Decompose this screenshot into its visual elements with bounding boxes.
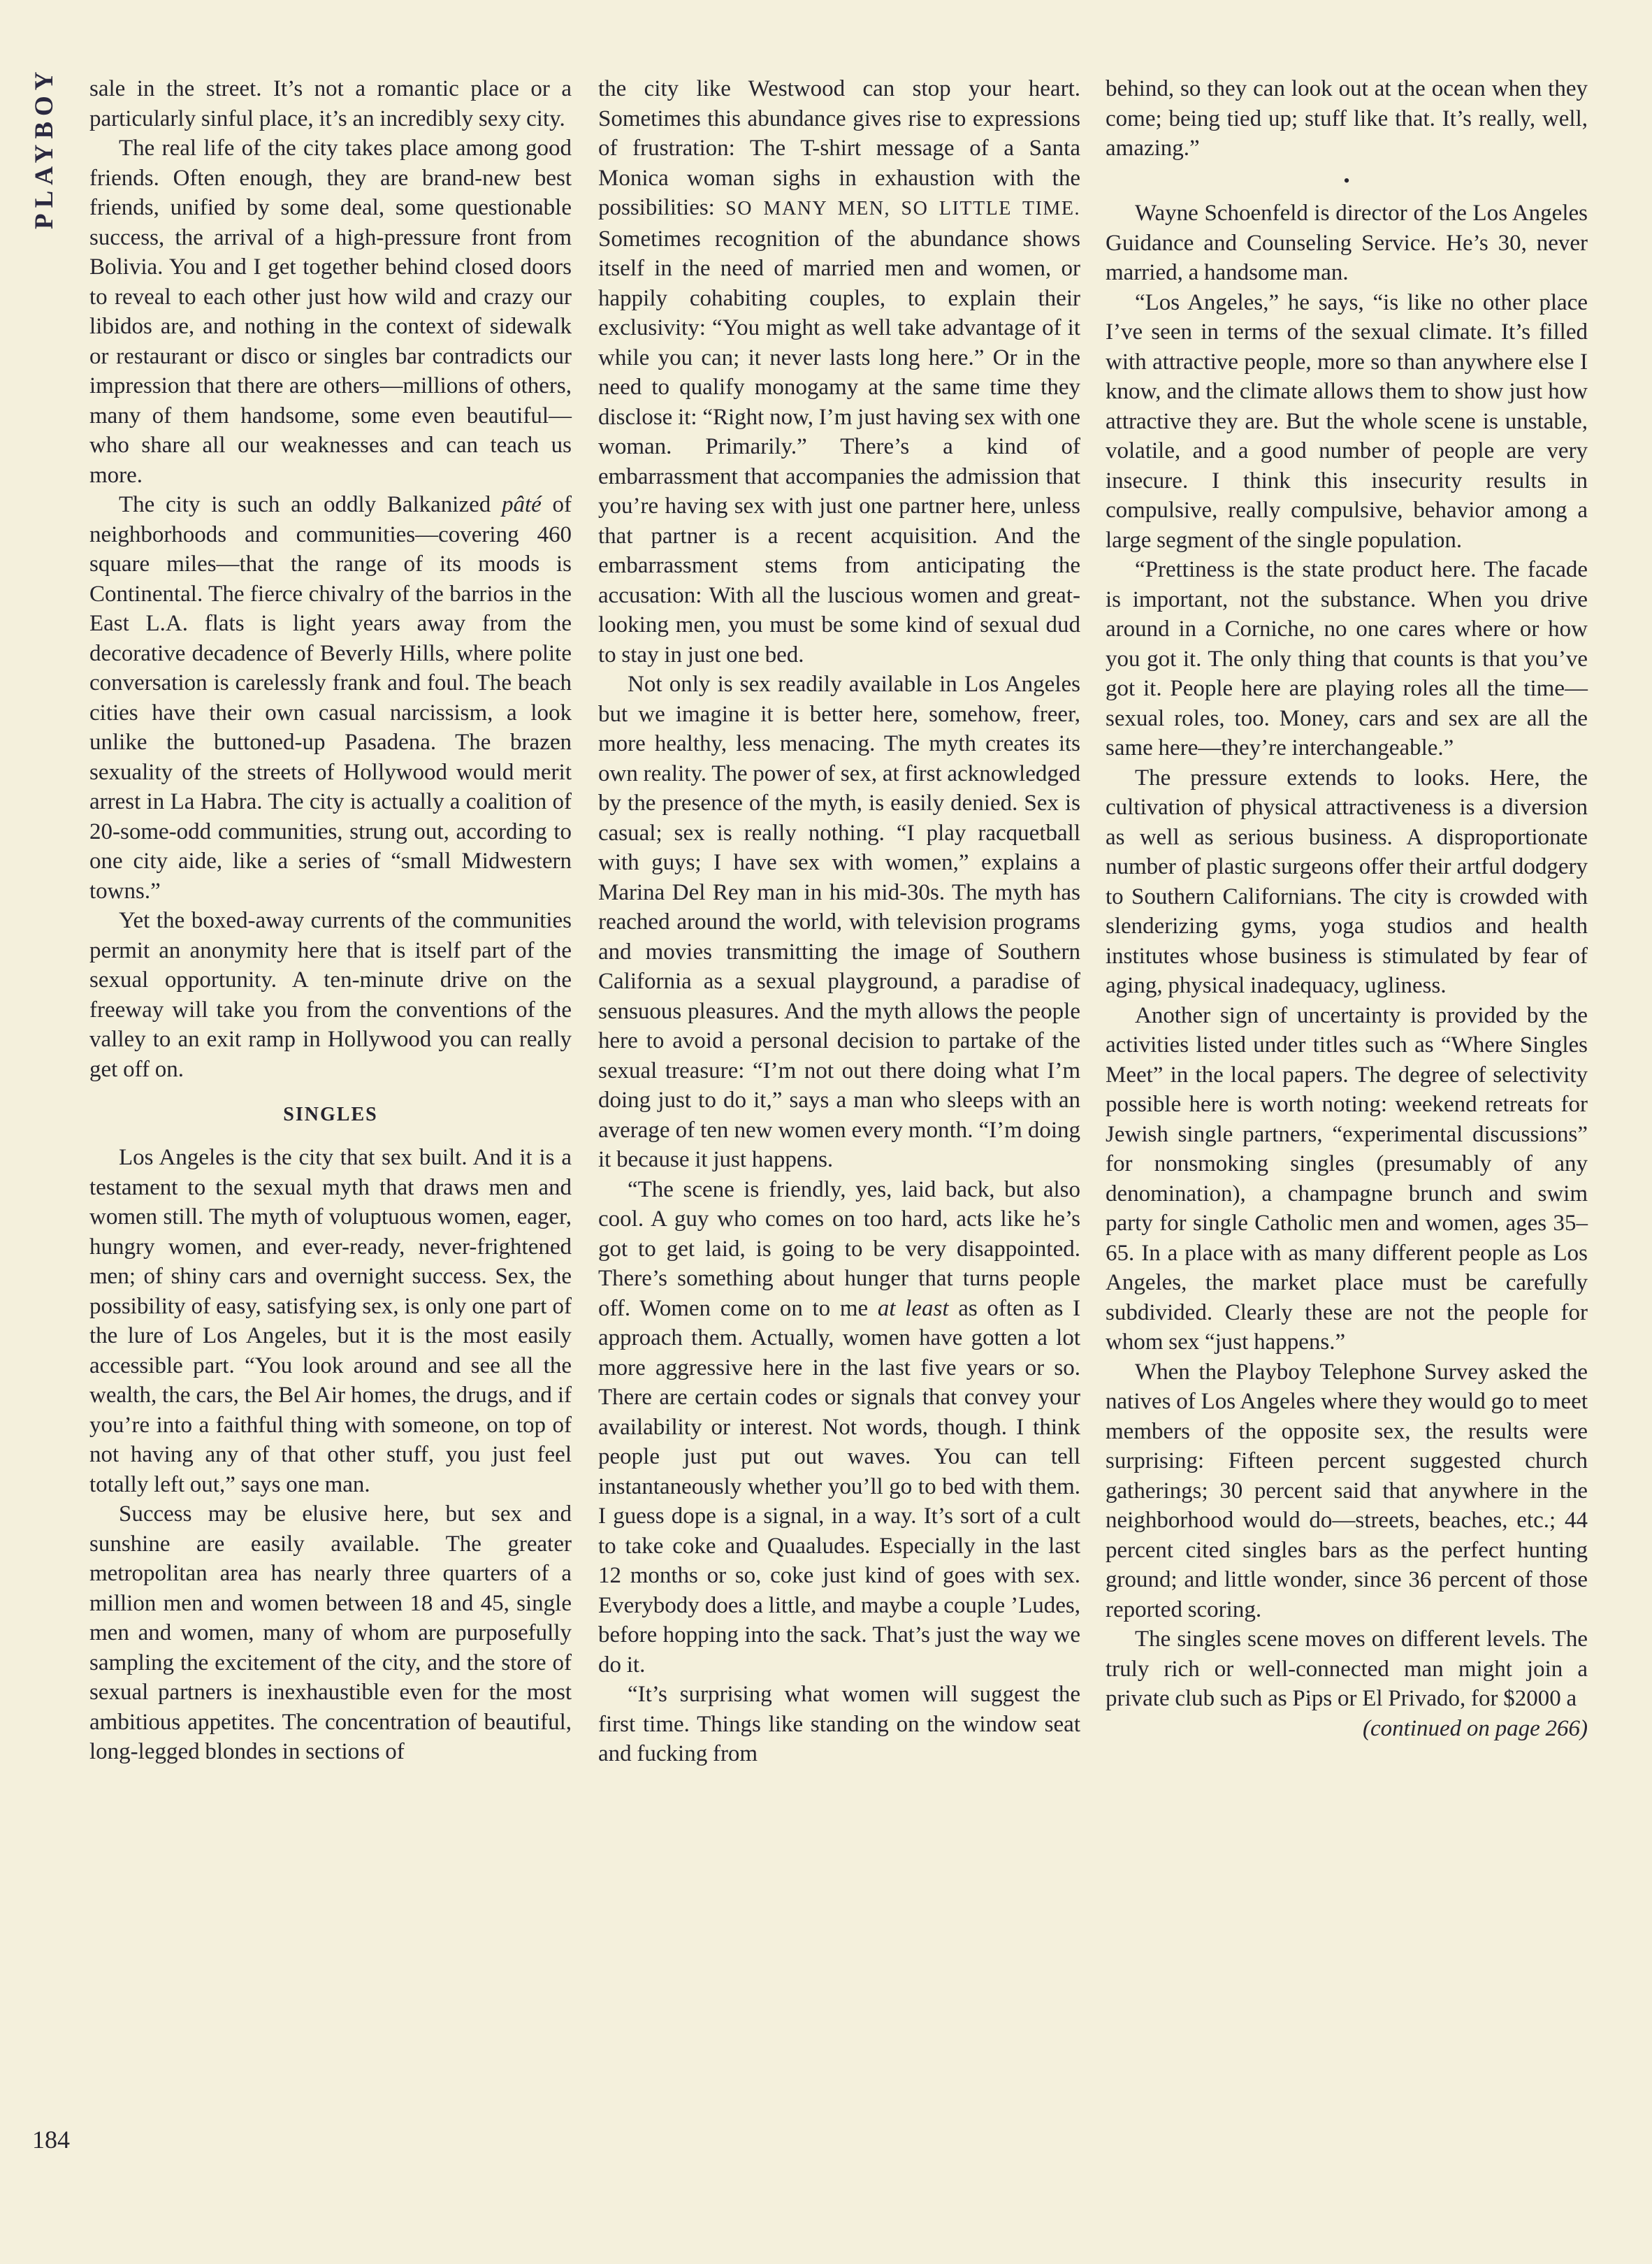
text-segment: of neighborhoods and communities—covering 460 square miles—that the range of its moods is Continental. The fierce chivalry of the barrios in the East L.A. flats is light years away from the decorative decadence of Beverly Hills, where polite conversation is carelessly frank and foul. The beach cities have their own casual narcissism, a look unlike the buttoned-up Pasadena. The brazen sexuality of the streets of Hollywood would merit arrest in La Habra. The city is actually a coalition of 20-some-odd communities, strung out, according to one city aide, like a series of “small Midwestern towns.” (89, 492, 572, 904)
playboy-vertical-masthead: PLAYBOY (30, 66, 59, 229)
paragraph (89, 1143, 572, 1499)
text-column-1 (89, 74, 572, 1767)
text-segment: SO MANY MEN, SO LITTLE TIME. (725, 198, 1080, 219)
text-segment: When the Playboy Telephone Survey asked the natives of Los Angeles where they would go to meet members of the opposite sex, the results were surprising: Fifteen percent suggested church gatherings; 30 percent said that anywhere in the neighborhood would do—streets, beaches, etc.; 44 percent cited singles bars as the perfect hunting ground; and little wonder, since 36 percent of those reported scoring. (1106, 1359, 1588, 1622)
text-segment: the city like Westwood can stop your heart. Sometimes this abundance gives rise to expressions of frustration: The T-shirt message of a Santa Monica woman sighs in exhaustion with the possibilities: (598, 76, 1080, 220)
paragraph (1106, 1624, 1588, 1714)
text-segment: behind, so they can look out at the ocean when they come; being tied up; stuff like that. It’s really, well, amazing.” (1106, 76, 1588, 161)
paragraph (1106, 555, 1588, 763)
text-segment: The pressure extends to looks. Here, the cultivation of physical attractiveness is a diversion as well as serious business. A disproportionate number of plastic surgeons offer their artful dodgery to Southern Californians. The city is crowded with slenderizing gyms, yoga studios and health institutes whose business is stimulated by fear of aging, physical inadequacy, ugliness. (1106, 765, 1588, 998)
text-segment: Another sign of uncertainty is provided by the activities listed under titles such as “Where Singles Meet” in the local papers. The degree of selectivity possible here is worth noting: weekend retreats for Jewish single partners, “experimental discussions” for nonsmoking singles (presumably of any denomination), a champagne brunch and swim party for single Catholic men and women, ages 35–65. In a place with as many different people as Los Angeles, the market place must be carefully subdivided. Clearly these are not the people for whom sex “just happens.” (1106, 1002, 1588, 1355)
text-segment: at least (877, 1295, 949, 1321)
text-segment: The singles scene moves on different levels. The truly rich or well-connected man might join a private club such as Pips or El Privado, for $2000 a (1106, 1627, 1588, 1711)
paragraph (1106, 74, 1588, 164)
text-column-2 (598, 74, 1080, 1769)
section-heading (89, 1104, 572, 1126)
paragraph (598, 1175, 1080, 1680)
paragraph (598, 1680, 1080, 1769)
paragraph (89, 1499, 572, 1767)
text-segment: The city is such an oddly Balkanized (119, 492, 502, 517)
paragraph (1106, 288, 1588, 556)
paragraph (1106, 1001, 1588, 1357)
text-segment: • (1343, 170, 1350, 191)
text-segment: Yet the boxed-away currents of the communities permit an anonymity here that is itself part of the sexual opportunity. A ten-minute drive on the freeway will take you from the conventions of the valley to an exit ramp in Hollywood you can really get off on. (89, 908, 572, 1082)
text-column-3 (1106, 74, 1588, 1743)
paragraph (598, 74, 1080, 670)
text-segment: Wayne Schoenfeld is director of the Los Angeles Guidance and Counseling Service. He’s 30, never married, a handsome man. (1106, 201, 1588, 285)
bullet-separator-icon (1106, 166, 1588, 196)
page-number: 184 (32, 2126, 70, 2154)
paragraph (89, 906, 572, 1084)
text-segment: “Prettiness is the state product here. The facade is important, not the substance. When you drive around in a Corniche, no one cares where or how you got it. The only thing that counts is that you’ve got it. People here are playing roles all the time—sexual roles, too. Money, cars and sex are all the same here—they’re interchangeable.” (1106, 557, 1588, 760)
paragraph (1106, 1357, 1588, 1625)
paragraph (89, 490, 572, 906)
text-segment: “Los Angeles,” he says, “is like no other place I’ve seen in terms of the sexual climate. It’s filled with attractive people, more so than anywhere else I know, and the climate allows them to show just how attractive they are. But the whole scene is unstable, volatile, and a good number of people are very insecure. I think this insecurity results in compulsive, really compulsive, behavior among a large segment of the single population. (1106, 289, 1588, 553)
text-segment: as often as I approach them. Actually, women have gotten a lot more aggressive here in the last five years or so. There are certain codes or signals that convey your availability or interest. Not words, though. I think people just put out waves. You can tell instantaneously whether you’ll go to bed with them. I guess dope is a signal, in a way. It’s sort of a cult to take coke and Quaaludes. Especially in the last 12 months or so, coke just kind of goes with sex. Everybody does a little, and maybe a couple ’Ludes, before hopping into the sack. That’s just the way we do it. (598, 1295, 1080, 1678)
paragraph (89, 74, 572, 134)
text-segment: “The scene is friendly, yes, laid back, but also cool. A guy who comes on too hard, acts like he’s got to get laid, is going to be very disappointed. There’s something about hunger that turns people off. Women come on to me (598, 1176, 1080, 1321)
paragraph (1106, 763, 1588, 1001)
paragraph (598, 670, 1080, 1175)
text-segment: (continued on page 266) (1362, 1715, 1588, 1741)
text-segment: The real life of the city takes place among good friends. Often enough, they are brand-new best friends, unified by some deal, some questionable success, the arrival of a high-pressure front from Bolivia. You and I get together behind closed doors to reveal to each other just how wild and crazy our libidos are, and nothing in the context of sidewalk or restaurant or disco or singles bar contradicts our impression that there are others—millions of others, many of them handsome, some even beautiful—who share all our weaknesses and can teach us more. (89, 136, 572, 488)
text-segment: Los Angeles is the city that sex built. And it is a testament to the sexual myth that draws men and women still. The myth of voluptuous women, eager, hungry women, and ever-ready, never-frightened men; of shiny cars and overnight success. Sex, the possibility of easy, satisfying sex, is only one part of the lure of Los Angeles, but it is the most easily accessible part. “You look around and see all the wealth, the cars, the Bel Air homes, the drugs, and if you’re into a faithful thing with someone, on top of not having any of that other stuff, you just feel totally left out,” says one man. (89, 1145, 572, 1497)
text-segment: pâté (501, 492, 542, 517)
paragraph (89, 134, 572, 490)
text-segment: sale in the street. It’s not a romantic place or a particularly sinful place, it’s an incredibly sexy city. (89, 76, 572, 131)
text-segment: Success may be elusive here, but sex and sunshine are easily available. The greater metropolitan area has nearly three quarters of a million men and women between 18 and 45, single men and women, many of whom are purposefully sampling the excitement of the city, and the store of sexual partners is inexhaustible even for the most ambitious appetites. The concentration of beautiful, long-legged blondes in sections of (89, 1501, 572, 1764)
text-segment: “It’s surprising what women will suggest the first time. Things like standing on the window seat and fucking from (598, 1682, 1080, 1766)
continuation-note (1106, 1714, 1588, 1744)
text-segment: SINGLES (283, 1104, 378, 1125)
text-segment: Sometimes recognition of the abundance shows itself in the need of married men and women, or happily cohabiting couples, to explain their exclusivity: “You might as well take advantage of it while you can; it never lasts long here.” Or in the need to qualify monogamy at the same time they disclose it: “Right now, I’m just having sex with one woman. Primarily.” There’s a kind of embarrassment that accompanies the admission that you’re having sex with just one partner here, unless that partner is a recent acquisition. And the embarrassment stems from anticipating the accusation: With all the luscious women and great-looking men, you must be some kind of sexual dud to stay in just one bed. (598, 226, 1080, 668)
text-segment: Not only is sex readily available in Los Angeles but we imagine it is better here, somehow, freer, more healthy, less menacing. The myth creates its own reality. The power of sex, at first acknowledged by the presence of the myth, is easily denied. Sex is casual; sex is really nothing. “I play racquetball with guys; I have sex with women,” explains a Marina Del Rey man in his mid-30s. The myth has reached around the world, with television programs and movies transmitting the image of Southern California as a sexual playground, a paradise of sensuous pleasures. And the myth allows the people here to avoid a personal decision to partake of the sexual treasure: “I’m not out there doing what I’m doing just to do it,” says a man who sleeps with an average of ten new women every month. “I’m doing it because it just happens. (598, 672, 1080, 1172)
paragraph (1106, 199, 1588, 288)
